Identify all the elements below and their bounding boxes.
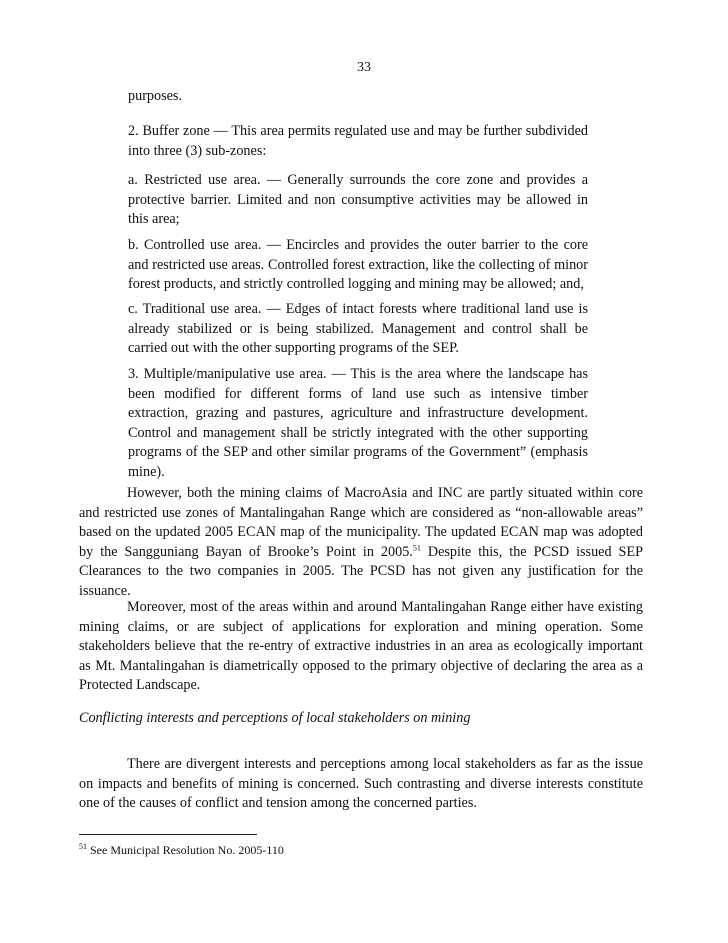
footnote-reference[interactable]: 51 — [412, 543, 421, 553]
moreover-paragraph: Moreover, most of the areas within and around Mantalingahan Range either have existing mining claims, or are subject of applications for exploration and mining operation. Some stakeholders believe that the re-entry of extractive industries in an area as ecologically important as Mt. Mantalingahan is diametrically opposed to the primary objective of declaring the area as a Protected Landscape. — [79, 599, 643, 694]
however-paragraph — [79, 484, 643, 602]
however-text-before: However, both the mining claims of MacroAsia and INC are partly situated within core and restricted use zones of Mantalingahan Range which are considered as “non-allowable areas” based on the updated 2005 ECAN map of the municipality. The updated ECAN map was adopted by the Sangguniang Bayan of Brooke’s Point in 2005. — [79, 485, 643, 560]
traditional-use-item: c. Traditional use area. — Edges of intact forests where traditional land use is already stabilized or is being stabilized. Management and control shall be carried out with the other supporting programs of the SEP. — [128, 301, 588, 357]
controlled-use-item: b. Controlled use area. — Encircles and provides the outer barrier to the core and restricted use areas. Controlled forest extraction, like the collecting of minor forest products, and strictly controlled logging and mining may be allowed; and, — [128, 237, 588, 293]
footnote-number: 51 — [79, 842, 87, 851]
however-text-after: Despite this, the PCSD issued SEP Clearances to the two companies in 2005. The PCSD has not given any justification for the issuance. — [79, 543, 644, 599]
page-number: 33 — [357, 60, 371, 75]
divergent-paragraph: There are divergent interests and perceptions among local stakeholders as far as the issue on impacts and benefits of mining is concerned. Such contrasting and diverse interests constitute one of the causes of conflict and tension among the concerned parties. — [79, 756, 643, 812]
footnote-text: See Municipal Resolution No. 2005-110 — [87, 843, 284, 857]
buffer-zone-item: 2. Buffer zone — This area permits regulated use and may be further subdivided into three (3) sub-zones: — [128, 123, 588, 159]
footnote — [79, 842, 284, 858]
section-heading: Conflicting interests and perceptions of local stakeholders on mining — [79, 710, 471, 726]
restricted-use-item: a. Restricted use area. — Generally surrounds the core zone and provides a protective barrier. Limited and non consumptive activities may be allowed in this area; — [128, 172, 588, 228]
footnote-divider — [79, 834, 257, 835]
multiple-use-item: 3. Multiple/manipulative use area. — This is the area where the landscape has been modified for different forms of land use such as intensive timber extraction, grazing and pastures, agriculture and infrastructure development. Control and management shall be strictly integrated with the other supporting programs of the SEP and other similar programs of the Government” (emphasis mine). — [128, 366, 588, 480]
continued-paragraph: purposes. — [128, 88, 182, 104]
